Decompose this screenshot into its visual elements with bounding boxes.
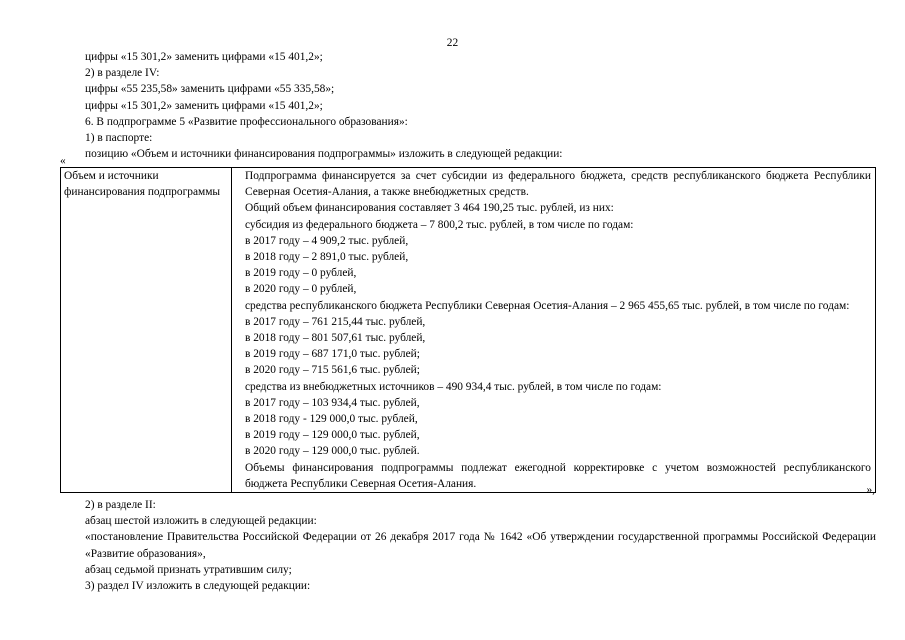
financing-line: в 2020 году – 129 000,0 тыс. рублей. [245, 445, 420, 458]
intro-line: позицию «Объем и источники финансирования подпрограммы» изложить в следующей редакции: [85, 148, 563, 161]
outro-line: абзац седьмой признать утратившим силу; [85, 563, 292, 576]
financing-line: в 2018 году - 129 000,0 тыс. рублей, [245, 413, 418, 426]
outro-line: 3) раздел IV изложить в следующей редакции: [85, 580, 311, 593]
outro-line: абзац шестой изложить в следующей редакции: [85, 515, 317, 528]
outro-text [60, 497, 876, 594]
intro-line: цифры «55 235,58» заменить цифрами «55 335,58»; [85, 83, 335, 96]
intro-line: цифры «15 301,2» заменить цифрами «15 401,2»; [85, 99, 323, 112]
intro-line: 6. В подпрограмме 5 «Развитие профессионального образования»: [85, 115, 408, 128]
quote-close: », [866, 484, 875, 496]
financing-line: в 2017 году – 4 909,2 тыс. рублей, [245, 234, 409, 247]
financing-line: в 2020 году – 0 рублей, [245, 283, 357, 296]
table-row [61, 168, 876, 493]
financing-line: субсидия из федерального бюджета – 7 800,2 тыс. рублей, в том числе по годам: [245, 218, 634, 231]
financing-line: в 2019 году – 0 рублей, [245, 267, 357, 280]
page-number: 22 [446, 37, 459, 49]
outro-line: 2) в разделе II: [85, 499, 156, 511]
outro-line: «постановление Правительства Российской Федерации от 26 декабря 2017 года № 1642 «Об утверждении государственной программы Российской Федерации «Развитие образования», [85, 531, 876, 560]
intro-line: цифры «15 301,2» заменить цифрами «15 401,2»; [85, 51, 323, 63]
financing-table [60, 167, 876, 493]
financing-line: в 2018 году – 2 891,0 тыс. рублей, [245, 251, 409, 264]
financing-label-cell: Объем и источники финансирования подпрограммы [61, 168, 232, 493]
financing-line: Общий объем финансирования составляет 3 464 190,25 тыс. рублей, из них: [245, 202, 614, 215]
financing-line: средства республиканского бюджета Республики Северная Осетия-Алания – 2 965 455,65 тыс. рублей, в том числе по годам: [245, 299, 850, 312]
intro-text [60, 49, 876, 162]
financing-line: Подпрограмма финансируется за счет субсидии из федерального бюджета, средств республиканского бюджета Республики Северная Осетия-Алания, а также внебюджетных средств. [245, 170, 871, 199]
financing-details-cell [232, 168, 876, 493]
intro-line: 2) в разделе IV: [85, 67, 160, 80]
financing-line: средства из внебюджетных источников – 490 934,4 тыс. рублей, в том числе по годам: [245, 380, 662, 393]
intro-line: 1) в паспорте: [85, 132, 153, 145]
financing-line: в 2017 году – 761 215,44 тыс. рублей, [245, 315, 426, 328]
financing-line: в 2018 году – 801 507,61 тыс. рублей, [245, 332, 426, 345]
financing-line: в 2017 году – 103 934,4 тыс. рублей, [245, 396, 420, 409]
financing-line: в 2019 году – 129 000,0 тыс. рублей, [245, 429, 420, 442]
financing-line: в 2020 году – 715 561,6 тыс. рублей; [245, 364, 420, 377]
financing-line: в 2019 году – 687 171,0 тыс. рублей; [245, 348, 420, 361]
quote-open: « [60, 155, 66, 167]
financing-line: Объемы финансирования подпрограммы подлежат ежегодной корректировке с учетом возможностей республиканского бюджета Республики Северная Осетия-Алания. [245, 461, 871, 490]
